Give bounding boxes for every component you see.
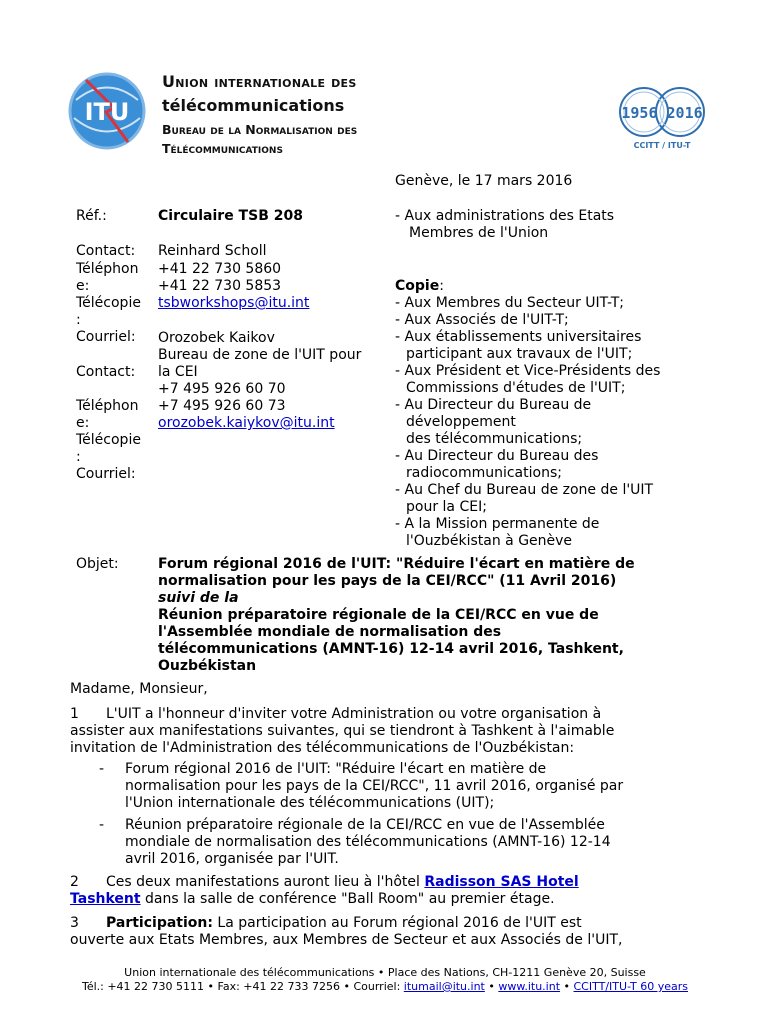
subject-line: suivi de la [158, 590, 239, 606]
copy-line: - Aux Président et Vice-Présidents des [395, 363, 661, 379]
contact1-phone: +41 22 730 5860 [158, 261, 282, 277]
bullet-line: Forum régional 2016 de l'UIT: "Réduire l'écart en matière de [125, 761, 547, 777]
hotel-link[interactable]: Radisson SAS Hotel [424, 874, 579, 890]
fax-label: Télécopie [76, 295, 141, 311]
letter-date: Genève, le 17 mars 2016 [395, 173, 573, 189]
ccitt-anniversary-logo [612, 82, 712, 152]
paragraph-text: dans la salle de conférence "Ball Room" au premier étage. [140, 891, 555, 907]
copy-heading [395, 278, 444, 295]
addressee-line: - Aux administrations des Etats [395, 208, 615, 224]
paragraph-text: Ces deux manifestations auront lieu à l'hôtel [106, 874, 425, 890]
contact2-title: Bureau de zone de l'UIT pour [158, 347, 362, 363]
contact2-name: Orozobek Kaikov [158, 330, 275, 346]
paragraph-line: ouverte aux Etats Membres, aux Membres de Secteur et aux Associés de l'UIT, [70, 932, 623, 948]
phone-label: e: [76, 415, 90, 431]
bullet-line: normalisation pour les pays de la CEI/RCC", 11 avril 2016, organisé par [125, 778, 624, 794]
copy-line: - Au Directeur du Bureau des [395, 448, 599, 464]
copy-line: - Au Directeur du Bureau de [395, 397, 592, 413]
paragraph-line: L'UIT a l'honneur d'inviter votre Administration ou votre organisation à [106, 706, 602, 722]
copy-line: Commissions d'études de l'UIT; [406, 380, 626, 396]
subject-line: télécommunications (AMNT-16) 12-14 avril 2016, Tashkent, [158, 641, 624, 657]
paragraph-line [70, 891, 555, 908]
copy-line: développement [406, 414, 516, 430]
copy-line: pour la CEI; [406, 499, 487, 515]
copy-line: - Aux Associés de l'UIT-T; [395, 312, 569, 328]
contact1-name: Reinhard Scholl [158, 243, 267, 259]
footer-ccitt-link[interactable]: CCITT/ITU-T 60 years [573, 980, 689, 993]
bullet-line: Réunion préparatoire régionale de la CEI/RCC en vue de l'Assemblée [125, 817, 605, 833]
contact2-fax: +7 495 926 60 73 [158, 398, 286, 414]
copy-line: l'Ouzbékistan à Genève [406, 533, 573, 549]
paragraph-line: invitation de l'Administration des télécommunications de l'Ouzbékistan: [70, 740, 575, 756]
footer-separator: • [560, 980, 574, 993]
copy-line: radiocommunications; [406, 465, 562, 481]
footer-address: Union internationale des télécommunications • Place des Nations, CH-1211 Genève 20, Suisse [124, 966, 646, 979]
contact-label: Contact: [76, 364, 136, 380]
paragraph-text: La participation au Forum régional 2016 de l'UIT est [212, 915, 582, 931]
bullet-line: l'Union internationale des télécommunications (UIT); [125, 795, 495, 811]
copy-colon: : [439, 278, 444, 294]
contact2-email-link[interactable]: orozobek.kaiykov@itu.int [158, 415, 335, 431]
subject-label: Objet: [76, 556, 119, 572]
copy-label: Copie [395, 278, 440, 294]
org-name-line1: Union internationale des [162, 72, 357, 91]
phone-label: e: [76, 278, 90, 294]
bureau-name-line2: Télécommunications [162, 141, 283, 156]
hotel-link[interactable]: Tashkent [70, 891, 141, 907]
itu-logo [66, 70, 148, 152]
org-name-line2: télécommunications [162, 96, 345, 115]
bullet-dash: - [99, 761, 105, 777]
footer-contacts [0, 980, 770, 994]
contact2-phone: +7 495 926 60 70 [158, 381, 286, 397]
paragraph-number: 1 [70, 706, 79, 722]
contact1-email-link[interactable]: tsbworkshops@itu.int [158, 295, 310, 311]
subject-line: Ouzbékistan [158, 658, 257, 674]
contact2-title: la CEI [158, 364, 198, 380]
paragraph-line [106, 874, 579, 891]
subject-line: Réunion préparatoire régionale de la CEI/RCC en vue de [158, 607, 599, 623]
copy-line: participant aux travaux de l'UIT; [406, 346, 633, 362]
email-label: Courriel: [76, 329, 136, 345]
ref-label: Réf.: [76, 208, 107, 224]
ref-value: Circulaire TSB 208 [158, 208, 303, 224]
copy-line: - Au Chef du Bureau de zone de l'UIT [395, 482, 654, 498]
anniversary-caption: CCITT / ITU-T [633, 141, 691, 150]
subject-line: normalisation pour les pays de la CEI/RCC" (11 Avril 2016) [158, 573, 617, 589]
subject-line: Forum régional 2016 de l'UIT: "Réduire l'écart en matière de [158, 556, 635, 572]
copy-line: des télécommunications; [406, 431, 583, 447]
footer-website-link[interactable]: www.itu.int [498, 980, 561, 993]
salutation: Madame, Monsieur, [70, 681, 208, 697]
email-label: Courriel: [76, 466, 136, 482]
footer-separator: • [484, 980, 499, 993]
participation-heading: Participation: [106, 915, 213, 931]
fax-label: Télécopie [76, 432, 141, 448]
paragraph-line [106, 915, 582, 932]
subject-line: l'Assemblée mondiale de normalisation des [158, 624, 502, 640]
contact1-fax: +41 22 730 5853 [158, 278, 282, 294]
footer-text: Tél.: +41 22 730 5111 • Fax: +41 22 733 7256 • Courriel: [81, 980, 404, 993]
bullet-line: mondiale de normalisation des télécommunications (AMNT-16) 12-14 [125, 834, 611, 850]
anniversary-years: 1956 2016 [621, 104, 703, 122]
footer-email-link[interactable]: itumail@itu.int [403, 980, 485, 993]
phone-label: Téléphon [76, 261, 139, 277]
copy-line: - Aux Membres du Secteur UIT-T; [395, 295, 624, 311]
paragraph-number: 2 [70, 874, 79, 890]
bullet-dash: - [99, 817, 105, 833]
addressee-line: Membres de l'Union [409, 225, 549, 241]
bullet-line: avril 2016, organisée par l'UIT. [125, 851, 339, 867]
contact-label: Contact: [76, 243, 136, 259]
itu-logo-text: ITU [84, 98, 130, 126]
fax-label: : [76, 312, 81, 328]
paragraph-line: assister aux manifestations suivantes, qui se tiendront à Tashkent à l'aimable [70, 723, 615, 739]
fax-label: : [76, 449, 81, 465]
paragraph-number: 3 [70, 915, 79, 931]
phone-label: Téléphon [76, 398, 139, 414]
copy-line: - Aux établissements universitaires [395, 329, 642, 345]
bureau-name-line1: Bureau de la Normalisation des [162, 122, 358, 137]
copy-line: - A la Mission permanente de [395, 516, 600, 532]
